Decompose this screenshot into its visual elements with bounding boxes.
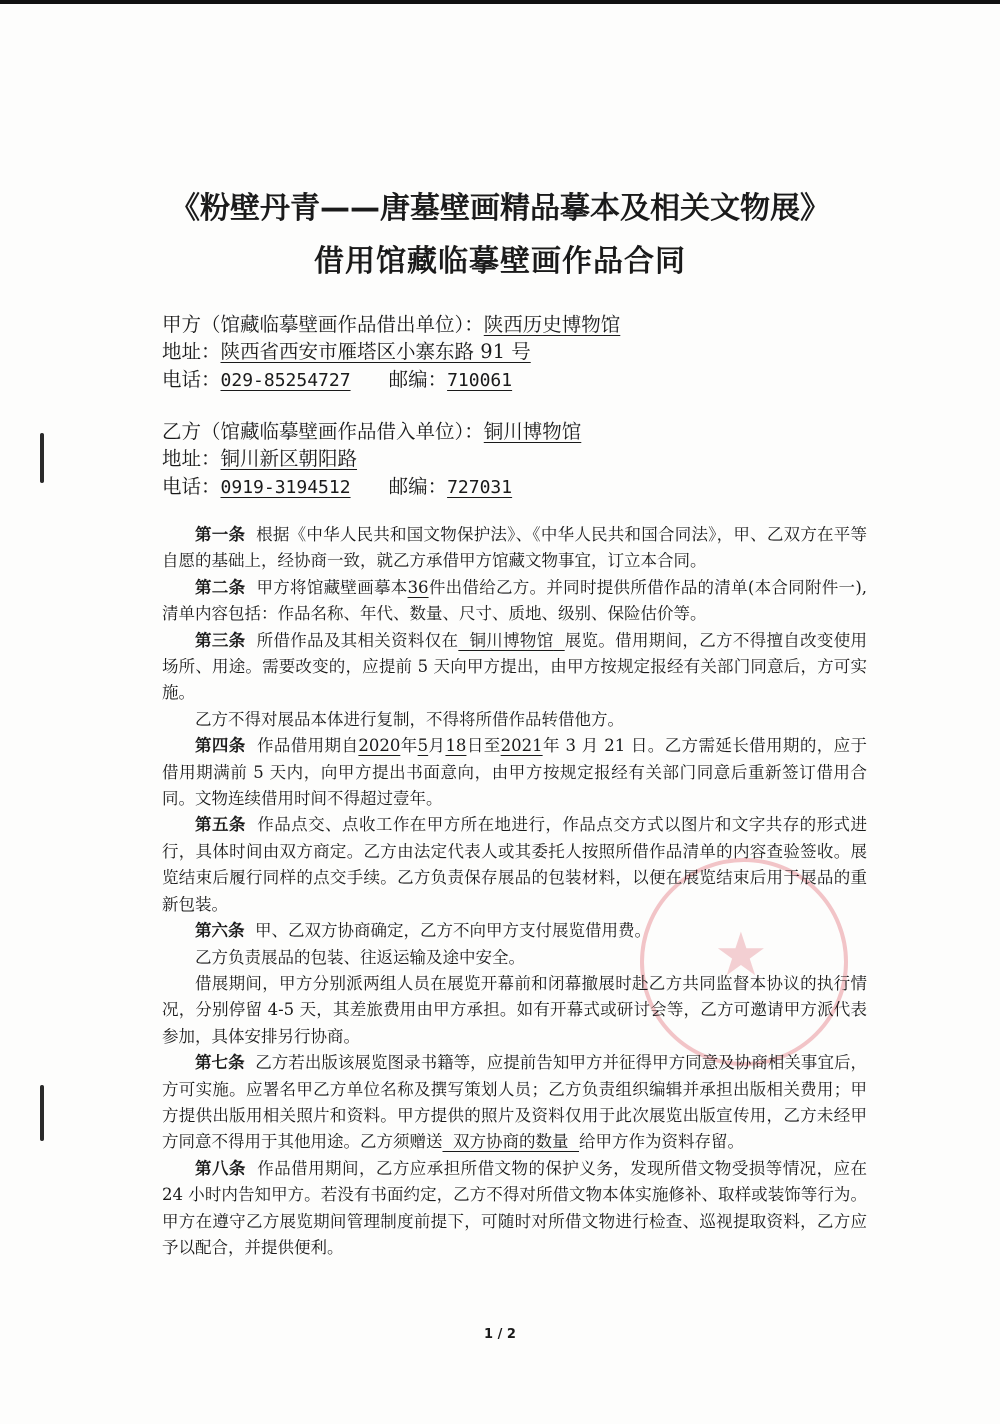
party-b-postcode-label: 邮编： xyxy=(388,475,448,498)
party-a-name: 陕西历史博物馆 xyxy=(483,313,621,336)
party-b-line xyxy=(162,419,581,445)
article-4-year-char: 年 xyxy=(400,736,418,756)
party-b-contact-line xyxy=(162,474,512,501)
article-3-text-1: 所借作品及其相关资料仅在 xyxy=(256,630,459,650)
article-5 xyxy=(162,812,867,918)
article-4-month-char: 月 xyxy=(428,736,446,756)
article-6 xyxy=(162,918,867,944)
article-7-text-2: 给甲方作为资料存留。 xyxy=(579,1132,744,1152)
article-6-heading: 第六条 xyxy=(195,921,245,941)
article-4-start-month: 5 xyxy=(417,736,429,756)
party-b-phone-label: 电话： xyxy=(162,475,221,498)
article-8-heading: 第八条 xyxy=(195,1158,246,1178)
article-7-heading: 第七条 xyxy=(195,1053,245,1073)
article-4-heading: 第四条 xyxy=(195,736,246,756)
article-4-start-day: 18 xyxy=(445,736,467,756)
page-number: 1 / 2 xyxy=(484,1327,516,1342)
article-8-text: 作品借用期间，乙方应承担所借文物的保护义务，发现所借文物受损等情况，应在 24 小时内告知甲方。若没有书面约定，乙方不得对所借文物本体实施修补、取样或装饰等行为。甲方在遵守乙方展览期间管理制度前提下，可随时对所借文物进行检查、巡视提取资料，乙方应予以配合，并提供便利。 xyxy=(162,1158,867,1257)
party-b-name: 铜川博物馆 xyxy=(483,420,582,443)
article-5-heading: 第五条 xyxy=(195,815,246,835)
article-6-paragraph-3: 借展期间，甲方分别派两组人员在展览开幕前和闭幕撤展时赴乙方共同监督本协议的执行情况，分别停留 4-5 天，其差旅费用由甲方承担。如有开幕式或研讨会等，乙方可邀请甲方派代表参加，具体安排另行协商。 xyxy=(162,973,867,1046)
scan-top-edge xyxy=(0,0,1000,4)
party-b-label: 乙方（馆藏临摹壁画作品借入单位）： xyxy=(162,420,484,443)
article-2-heading: 第二条 xyxy=(195,577,246,597)
article-4 xyxy=(162,733,867,812)
article-1 xyxy=(162,522,867,575)
party-a-contact-line xyxy=(162,367,512,394)
article-1-text: 根据《中华人民共和国文物保护法》、《中华人民共和国合同法》，甲、乙双方在平等自愿的基础上，经协商一致，就乙方承借甲方馆藏文物事宜，订立本合同。 xyxy=(162,525,868,571)
article-2-text-1: 甲方将馆藏壁画摹本 xyxy=(256,577,408,597)
article-2-text-2: 件出借给乙方。并同时提供所借作品的清单(本合同附件一),清单内容包括：作品名称、年代、数量、尺寸、质地、级别、保险估价等。 xyxy=(162,577,868,624)
party-a-phone-label: 电话： xyxy=(162,368,221,391)
party-b-phone: 0919-3194512 xyxy=(220,477,351,498)
party-a-label: 甲方（馆藏临摹壁画作品借出单位）： xyxy=(162,313,484,336)
article-1-heading: 第一条 xyxy=(195,525,246,544)
party-b-address-line xyxy=(162,446,357,472)
party-a-postcode: 710061 xyxy=(447,370,513,391)
article-7 xyxy=(162,1050,867,1156)
article-3-heading: 第三条 xyxy=(195,630,246,650)
article-2 xyxy=(162,575,867,628)
article-7-text-1: 乙方若出版该展览图录书籍等，应提前告知甲方并征得甲方同意及协商相关事宜后，方可实施。应署名甲乙方单位名称及撰写策划人员；乙方负责组织编辑并承担出版相关费用；甲方提供出版用相关照片和资料。甲方提供的照片及资料仅用于此次展览出版宣传用，乙方未经甲方同意不得用于其他用途。乙方须赠送 xyxy=(162,1053,868,1152)
article-4-end-year: 2021 xyxy=(500,736,543,756)
contract-body xyxy=(162,522,867,1261)
article-3-paragraph-2: 乙方不得对展品本体进行复制，不得将所借作品转借他方。 xyxy=(195,709,624,729)
party-a-postcode-label: 邮编： xyxy=(388,368,448,391)
article-6-paragraph-2: 乙方负责展品的包装、往返运输及途中安全。 xyxy=(195,947,525,967)
article-7-quantity xyxy=(443,1132,580,1151)
binding-mark-upper xyxy=(40,433,44,483)
red-seal-stamp: ★ xyxy=(640,858,848,1066)
party-b-address-label: 地址： xyxy=(162,447,221,470)
party-a-line xyxy=(162,312,620,338)
article-3-venue-text: 铜川博物馆 xyxy=(469,630,554,650)
article-4-day-char: 日至 xyxy=(466,736,501,756)
party-a-address-line xyxy=(162,339,531,365)
article-5-text: 作品点交、点收工作在甲方所在地进行，作品点交方式以图片和文字共存的形式进行，具体时间由双方商定。乙方由法定代表人或其委托人按照所借作品清单的内容查验签收。展览结束后履行同样的点交手续。乙方负责保存展品的包装材料，以便在展览结束后用于展品的重新包装。 xyxy=(162,815,867,914)
party-a-phone: 029-85254727 xyxy=(220,370,351,391)
contract-title: 借用馆藏临摹壁画作品合同 xyxy=(314,244,686,279)
party-a-address-label: 地址： xyxy=(162,340,221,363)
article-8 xyxy=(162,1156,867,1262)
article-2-count: 36 xyxy=(407,577,429,597)
article-7-quantity-text: 双方协商的数量 xyxy=(453,1132,569,1152)
exhibition-title: 《粉壁丹青——唐墓壁画精品摹本及相关文物展》 xyxy=(170,191,830,226)
article-3-venue xyxy=(458,631,564,650)
article-4-text-1: 作品借用期自 xyxy=(256,736,359,756)
article-3 xyxy=(162,628,867,707)
party-b-postcode: 727031 xyxy=(447,477,513,498)
party-b-address: 铜川新区朝阳路 xyxy=(220,447,358,470)
party-a-address: 陕西省西安市雁塔区小寨东路 91 号 xyxy=(220,340,531,363)
article-4-text-2: 年 3 月 21 日。乙方需延长借用期的，应于借用期满前 5 天内，向甲方提出书面意向，由甲方按规定报经有关部门同意后重新签订借用合同。文物连续借用时间不得超过壹年。 xyxy=(162,736,868,809)
article-6-text: 甲、乙双方协商确定，乙方不向甲方支付展览借用费。 xyxy=(255,921,651,941)
binding-mark-lower xyxy=(40,1085,44,1141)
article-4-start-year: 2020 xyxy=(358,736,401,756)
article-3-text-2: 展览。借用期间，乙方不得擅自改变使用场所、用途。需要改变的，应提前 5 天向甲方提出，由甲方按规定报经有关部门同意后，方可实施。 xyxy=(162,630,868,703)
